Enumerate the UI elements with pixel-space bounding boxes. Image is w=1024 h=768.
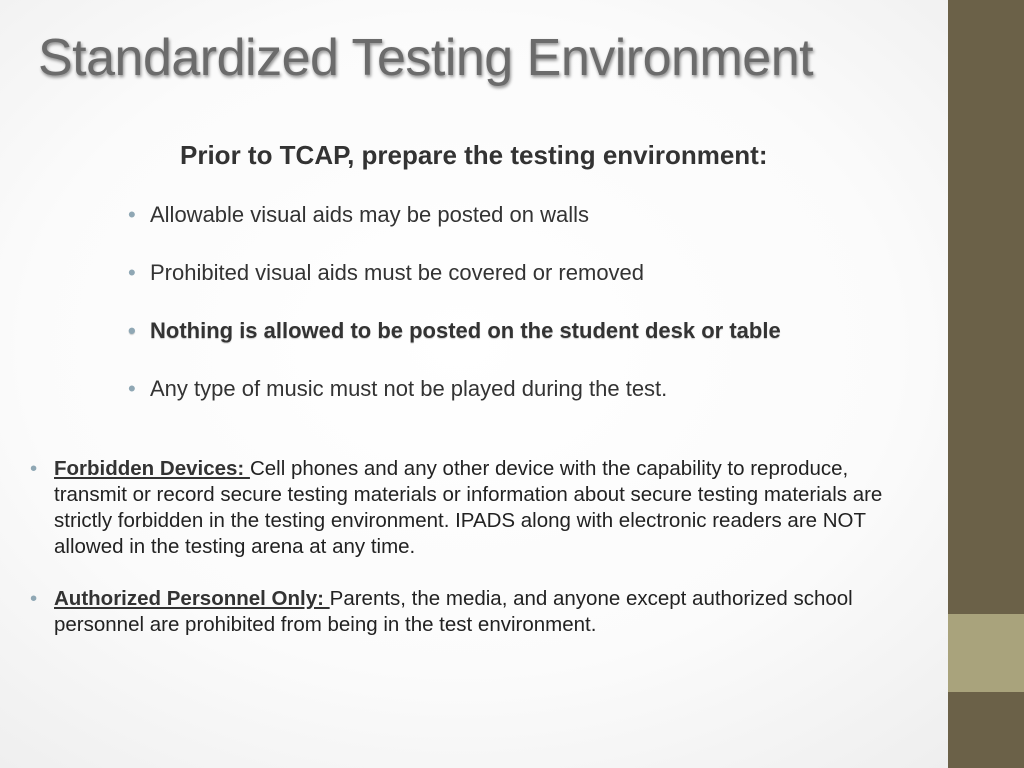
list-item-text: Prohibited visual aids must be covered or removed — [150, 260, 645, 285]
slide-title: Standardized Testing Environment — [38, 29, 814, 87]
list-item-text: Allowable visual aids may be posted on walls — [150, 202, 590, 227]
side-decoration-accent — [948, 614, 1024, 692]
bullet-icon: • — [128, 376, 136, 401]
bullet-icon: • — [128, 260, 136, 285]
bullet-icon: • — [30, 457, 38, 480]
list-item — [30, 586, 890, 638]
bullet-icon: • — [30, 587, 38, 610]
preparation-bullet-list — [128, 198, 781, 430]
forbidden-devices-heading: Forbidden Devices: — [54, 457, 250, 480]
list-item — [128, 256, 781, 314]
list-item — [128, 314, 781, 372]
list-item — [128, 372, 781, 430]
list-item-text: Any type of music must not be played during the test. — [150, 376, 668, 401]
bullet-icon: • — [128, 202, 136, 227]
bullet-icon: • — [128, 318, 136, 343]
policy-bullet-list — [30, 456, 890, 664]
list-item — [128, 198, 781, 256]
authorized-personnel-heading: Authorized Personnel Only: — [54, 587, 330, 610]
subheading: Prior to TCAP, prepare the testing environment: — [180, 140, 768, 170]
list-item — [30, 456, 890, 560]
forbidden-devices-text: Cell phones and any other device with the capability to reproduce, transmit or record secure testing materials or information about secure testing materials are strictly forbidden in the testing environment. IPADS along with electronic readers are NOT allowed in the testing arena at any time. — [54, 457, 883, 558]
list-item-text: Nothing is allowed to be posted on the student desk or table — [150, 318, 781, 343]
authorized-personnel-text: Parents, the media, and anyone except authorized school personnel are prohibited from being in the test environment. — [54, 587, 853, 636]
